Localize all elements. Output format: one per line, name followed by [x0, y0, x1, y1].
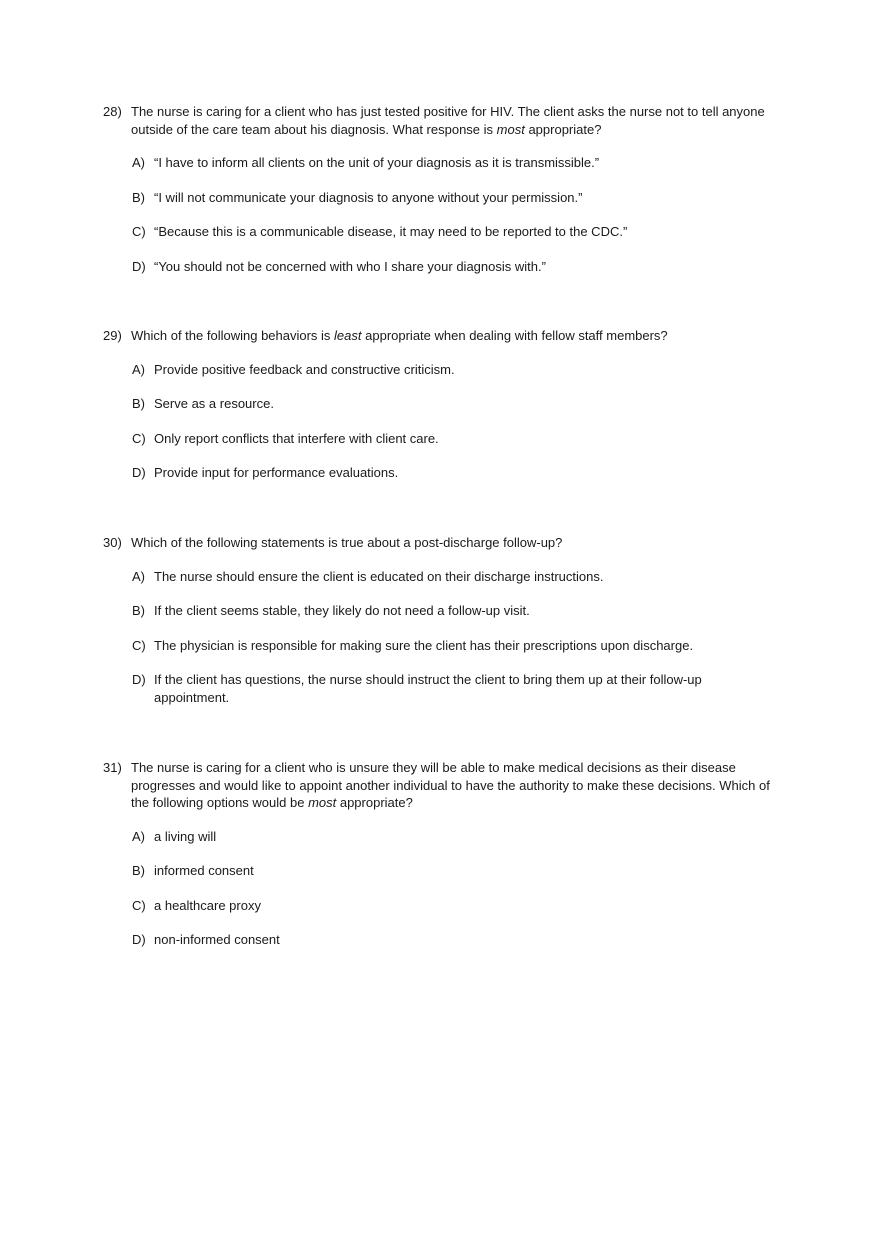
option-text: Provide positive feedback and constructive criticism. — [154, 361, 455, 377]
question-number: 29) — [103, 328, 122, 343]
option-text: The physician is responsible for making sure the client has their prescriptions upon discharge. — [154, 637, 694, 653]
answer-option-d[interactable] — [132, 258, 783, 276]
option-text: If the client has questions, the nurse should instruct the client to bring them up at their follow-up appointment. — [154, 672, 702, 705]
answer-option-b[interactable] — [132, 395, 783, 413]
question-28 — [103, 103, 783, 275]
answer-options — [132, 154, 783, 275]
option-letter: C) — [132, 430, 146, 446]
answer-option-d[interactable] — [132, 931, 783, 949]
answer-option-c[interactable] — [132, 637, 783, 655]
answer-options — [132, 568, 783, 707]
option-text: If the client seems stable, they likely do not need a follow-up visit. — [154, 603, 530, 618]
answer-option-b[interactable] — [132, 602, 783, 620]
option-letter: A) — [132, 155, 145, 170]
option-text: informed consent — [154, 863, 254, 878]
option-letter: A) — [132, 568, 145, 584]
option-letter: A) — [132, 361, 145, 377]
answer-option-c[interactable] — [132, 430, 783, 448]
option-letter: B) — [132, 189, 145, 205]
question-number: 31) — [103, 760, 122, 775]
option-text: The nurse should ensure the client is educated on their discharge instructions. — [154, 568, 604, 584]
answer-option-a[interactable] — [132, 568, 783, 586]
answer-option-a[interactable] — [132, 828, 783, 846]
question-text: The nurse is caring for a client who is unsure they will be able to make medical decisions as their disease progresses and would like to appoint another individual to have the authority to make these decisions. Which of the following options would be most appropriate? — [131, 760, 770, 810]
answer-option-c[interactable] — [132, 897, 783, 915]
question-29 — [103, 327, 783, 482]
answer-option-a[interactable] — [132, 154, 783, 172]
answer-option-d[interactable] — [132, 464, 783, 482]
option-text: non-informed consent — [154, 932, 280, 947]
option-letter: A) — [132, 828, 145, 844]
option-text: “I have to inform all clients on the unit of your diagnosis as it is transmissible.” — [154, 155, 600, 170]
option-text: “Because this is a communicable disease, it may need to be reported to the CDC.” — [154, 224, 628, 239]
option-letter: B) — [132, 603, 145, 618]
question-30 — [103, 534, 783, 706]
question-text: Which of the following behaviors is least appropriate when dealing with fellow staff members? — [131, 328, 668, 343]
answer-option-b[interactable] — [132, 189, 783, 207]
question-number: 28) — [103, 104, 122, 119]
question-number: 30) — [103, 535, 122, 550]
answer-options — [132, 361, 783, 482]
answer-option-b[interactable] — [132, 862, 783, 880]
option-letter: B) — [132, 863, 145, 878]
option-letter: B) — [132, 396, 145, 411]
option-text: a living will — [154, 828, 217, 844]
question-31 — [103, 759, 783, 949]
option-text: Serve as a resource. — [154, 396, 274, 411]
option-text: “I will not communicate your diagnosis to anyone without your permission.” — [154, 189, 583, 205]
option-letter: C) — [132, 637, 146, 653]
answer-option-c[interactable] — [132, 223, 783, 241]
question-text: The nurse is caring for a client who has just tested positive for HIV. The client asks the nurse not to tell anyone outside of the care team about his diagnosis. What response is most appropriate? — [131, 104, 765, 137]
option-letter: D) — [132, 672, 146, 687]
answer-option-d[interactable] — [132, 671, 783, 706]
option-text: Only report conflicts that interfere with client care. — [154, 430, 439, 446]
option-letter: D) — [132, 932, 146, 947]
option-letter: D) — [132, 258, 146, 274]
option-letter: C) — [132, 224, 146, 239]
question-text: Which of the following statements is true about a post-discharge follow-up? — [131, 535, 563, 550]
option-letter: D) — [132, 465, 146, 480]
answer-option-a[interactable] — [132, 361, 783, 379]
answer-options — [132, 828, 783, 949]
option-text: “You should not be concerned with who I share your diagnosis with.” — [154, 258, 546, 274]
option-text: Provide input for performance evaluations. — [154, 465, 399, 480]
option-letter: C) — [132, 897, 146, 913]
option-text: a healthcare proxy — [154, 897, 261, 913]
